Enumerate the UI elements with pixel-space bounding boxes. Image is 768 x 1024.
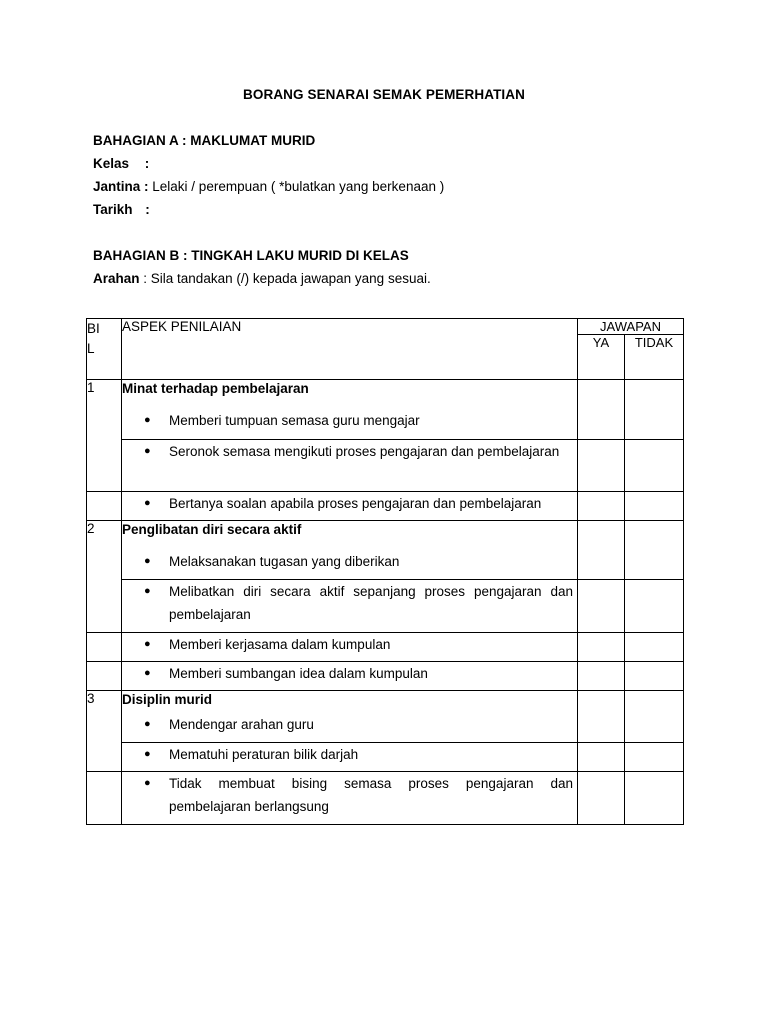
- list-item: ● Memberi sumbangan idea dalam kumpulan: [122, 662, 577, 685]
- number-cell-empty: [87, 772, 122, 825]
- page-title: BORANG SENARAI SEMAK PEMERHATIAN: [243, 87, 525, 102]
- tidak-checkbox-cell[interactable]: [625, 580, 684, 633]
- item-cell: [122, 633, 578, 662]
- bil-header-line-1: BI: [87, 321, 100, 336]
- tidak-header: TIDAK: [625, 335, 684, 380]
- item-cell: [122, 743, 578, 772]
- arahan-line: [93, 271, 431, 286]
- kelas-line: [93, 156, 149, 171]
- section-b-heading: BAHAGIAN B : TINGKAH LAKU MURID DI KELAS: [93, 248, 409, 263]
- ya-checkbox-cell[interactable]: [578, 580, 625, 633]
- tidak-checkbox-cell[interactable]: [625, 521, 684, 580]
- bullet-icon: ●: [144, 585, 151, 597]
- ya-checkbox-cell[interactable]: [578, 662, 625, 691]
- checklist-table: [86, 318, 684, 825]
- ya-checkbox-cell[interactable]: [578, 380, 625, 440]
- list-item: ● Memberi kerjasama dalam kumpulan: [122, 633, 577, 656]
- jantina-value: Lelaki / perempuan ( *bulatkan yang berkenaan ): [152, 179, 445, 194]
- section-cell: [122, 691, 578, 743]
- kelas-label: Kelas: [93, 156, 130, 171]
- section-title: Minat terhadap pembelajaran: [122, 381, 309, 396]
- bullet-icon: ●: [144, 414, 151, 426]
- jantina-label: Jantina :: [93, 179, 149, 194]
- bullet-icon: ●: [144, 777, 151, 789]
- bil-header-line-2: L: [87, 341, 95, 356]
- bullet-icon: ●: [144, 445, 151, 457]
- item-cell: [122, 772, 578, 825]
- section-cell: [122, 380, 578, 440]
- item-cell: [122, 440, 578, 492]
- bullet-icon: ●: [144, 718, 151, 730]
- bullet-icon: ●: [144, 748, 151, 760]
- list-item: ● Mematuhi peraturan bilik darjah: [122, 743, 577, 766]
- tidak-checkbox-cell[interactable]: [625, 380, 684, 440]
- tidak-checkbox-cell[interactable]: [625, 743, 684, 772]
- list-item: ● Bertanya soalan apabila proses pengajaran dan pembelajaran: [122, 492, 577, 515]
- ya-checkbox-cell[interactable]: [578, 492, 625, 521]
- bullet-icon: ●: [144, 638, 151, 650]
- arahan-text: : Sila tandakan (/) kepada jawapan yang sesuai.: [143, 271, 431, 286]
- list-item: ● Mendengar arahan guru: [122, 713, 577, 736]
- jawapan-header: JAWAPAN: [578, 319, 684, 335]
- number-cell-empty: [87, 492, 122, 521]
- ya-checkbox-cell[interactable]: [578, 772, 625, 825]
- tarikh-label: Tarikh: [93, 202, 133, 217]
- ya-checkbox-cell[interactable]: [578, 691, 625, 743]
- ya-checkbox-cell[interactable]: [578, 743, 625, 772]
- ya-header: YA: [578, 335, 625, 380]
- tarikh-line: [93, 202, 150, 217]
- number-cell-empty: [87, 662, 122, 691]
- item-cell: [122, 580, 578, 633]
- section-number: 2: [87, 521, 122, 633]
- list-item: ● Memberi tumpuan semasa guru mengajar: [122, 402, 577, 432]
- list-item: ● Melibatkan diri secara aktif sepanjang proses pengajaran dan pembelajaran: [122, 580, 577, 626]
- section-cell: [122, 521, 578, 580]
- tidak-checkbox-cell[interactable]: [625, 691, 684, 743]
- tidak-checkbox-cell[interactable]: [625, 662, 684, 691]
- jantina-line: [93, 179, 444, 194]
- bullet-icon: ●: [144, 555, 151, 567]
- arahan-label: Arahan: [93, 271, 140, 286]
- ya-checkbox-cell[interactable]: [578, 521, 625, 580]
- ya-checkbox-cell[interactable]: [578, 633, 625, 662]
- tarikh-colon: :: [145, 202, 150, 217]
- tidak-checkbox-cell[interactable]: [625, 492, 684, 521]
- bullet-icon: ●: [144, 497, 151, 509]
- section-a-heading: BAHAGIAN A : MAKLUMAT MURID: [93, 133, 316, 148]
- aspek-header: ASPEK PENILAIAN: [122, 319, 578, 380]
- section-number: 3: [87, 691, 122, 772]
- list-item: ● Seronok semasa mengikuti proses pengajaran dan pembelajaran: [122, 440, 577, 463]
- section-title: Disiplin murid: [122, 692, 213, 707]
- bullet-icon: ●: [144, 667, 151, 679]
- list-item: ● Melaksanakan tugasan yang diberikan: [122, 543, 577, 573]
- tidak-checkbox-cell[interactable]: [625, 440, 684, 492]
- section-number: 1: [87, 380, 122, 492]
- tidak-checkbox-cell[interactable]: [625, 633, 684, 662]
- kelas-colon: :: [144, 156, 150, 171]
- item-cell: [122, 662, 578, 691]
- list-item: ● Tidak membuat bising semasa proses pengajaran dan pembelajaran berlangsung: [122, 772, 577, 818]
- bil-header: [87, 319, 122, 380]
- tidak-checkbox-cell[interactable]: [625, 772, 684, 825]
- ya-checkbox-cell[interactable]: [578, 440, 625, 492]
- number-cell-empty: [87, 633, 122, 662]
- item-cell: [122, 492, 578, 521]
- section-title: Penglibatan diri secara aktif: [122, 522, 302, 537]
